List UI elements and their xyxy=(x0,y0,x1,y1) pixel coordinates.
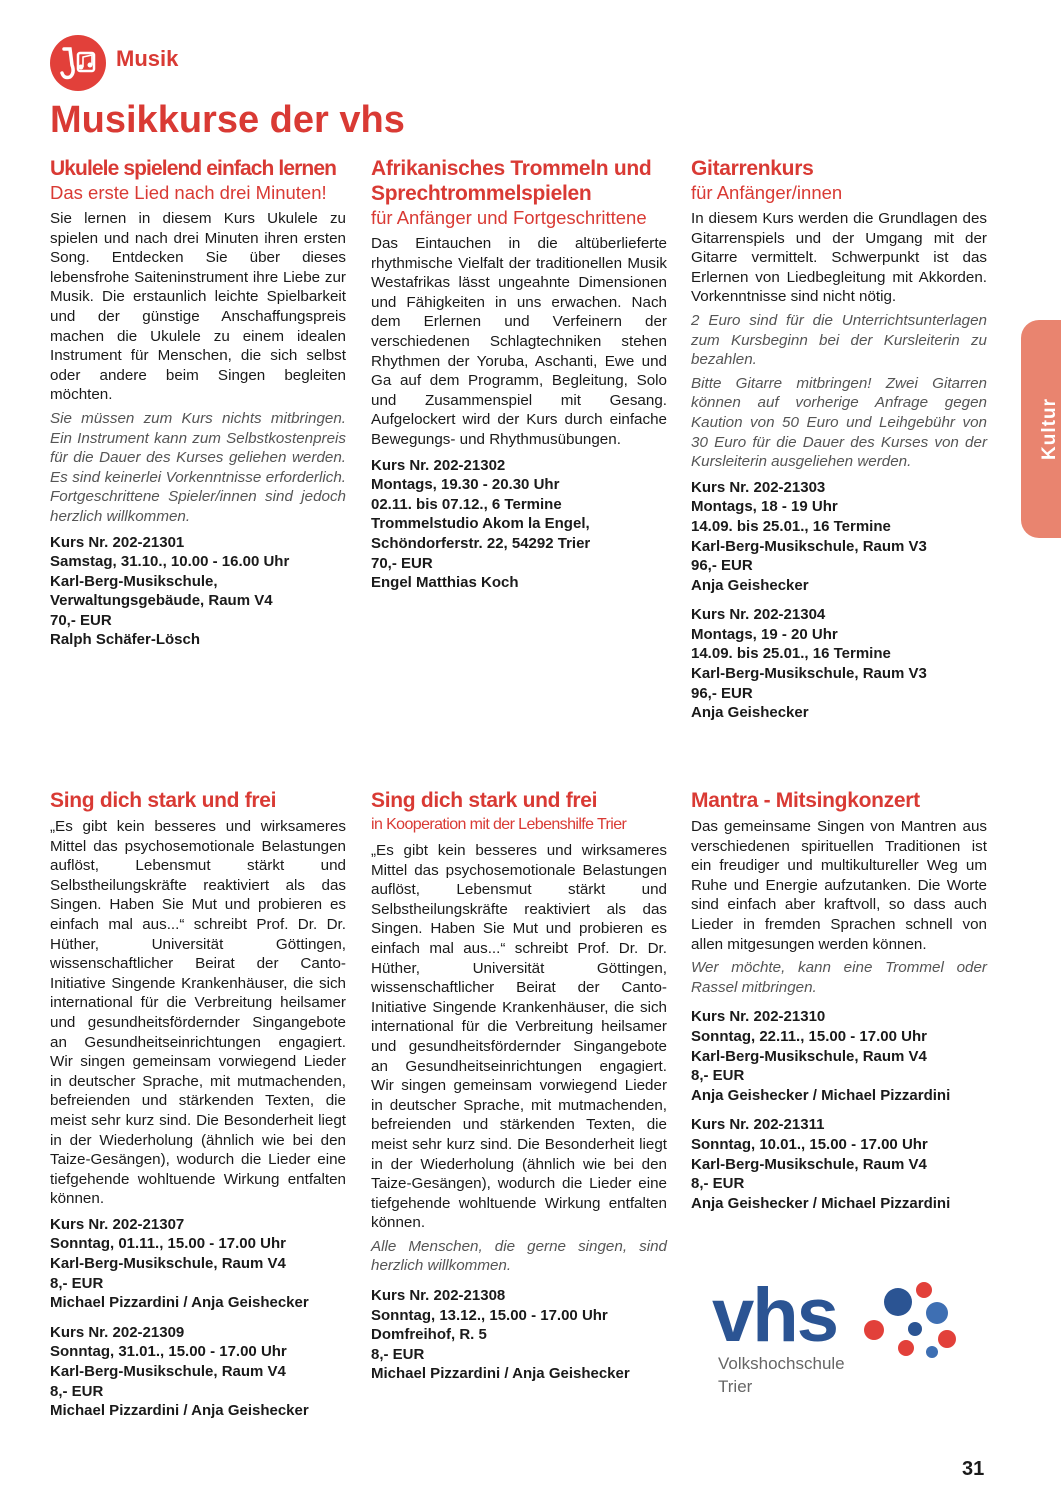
course-session xyxy=(371,1286,667,1384)
side-tab-label: Kultur xyxy=(1039,398,1060,460)
course-note: Bitte Gitarre mitbringen! Zwei Gitarren können auf vorherige Anfrage gegen Kaution von 50 Euro und Leihgebühr von 30 Euro für die Dauer des Kurses von der Kursleiterin ausgeliehen werden. xyxy=(691,374,987,471)
course-mantra xyxy=(691,788,987,1213)
course-teacher: Anja Geishecker xyxy=(691,576,809,594)
logo-dot xyxy=(864,1320,884,1340)
course-title: Mantra - Mitsingkonzert xyxy=(691,789,920,812)
course-description: „Es gibt kein besseres und wirksameres Mittel das psychosemotionale Belastungen auflöst, Lebensmut stärkt und Selbstheilungskräfte reaktiviert als das Singen. Haben Sie Mut und probieren es einfach mal aus...“ schreibt Prof. Dr. Dr. Hüther, Universität Göttingen, wissenschaftlicher Beirat der Canto- Initiative Singende Krankenhäuser, die sich international für die Verbreitung heilsamer und gesundheitsfördernder Singangebote an Gesundheitseinrichtungen engagiert. Wir singen gemeinsam vorwiegend Lieder in deutscher Sprache, mit mutmachenden, befreienden und stärkenden Texten, die meist sehr kurz sind. Die Besonderheit liegt in der Wiederholung (ähnlich wie bei den Taize-Gesängen), wodurch die Lieder eine tiefgehende wohltuende Wirkung entfalten können. xyxy=(371,842,667,1232)
logo-dot xyxy=(898,1340,914,1356)
course-number: Kurs Nr. 202-21307 xyxy=(50,1215,185,1233)
course-title: Ukulele spielend einfach lernen xyxy=(50,157,337,180)
page-number: 31 xyxy=(962,1458,985,1480)
course-price: 8,- EUR xyxy=(50,1382,104,1400)
vhs-logo-line1: Volkshochschule xyxy=(718,1354,845,1373)
course-session xyxy=(691,478,987,596)
course-dates: 02.11. bis 07.12., 6 Termine xyxy=(371,495,562,513)
course-session xyxy=(50,1323,346,1421)
logo-dot xyxy=(938,1330,956,1348)
course-session xyxy=(50,533,346,651)
course-time: Montags, 19.30 - 20.30 Uhr xyxy=(371,476,560,494)
course-price: 96,- EUR xyxy=(691,557,753,575)
course-dates: 14.09. bis 25.01., 16 Termine xyxy=(691,517,891,535)
course-title: Afrikanisches Trommeln und Sprechtrommelspielen xyxy=(371,157,652,205)
course-session xyxy=(691,605,987,723)
course-place: Karl-Berg-Musikschule, xyxy=(50,572,218,590)
course-teacher: Ralph Schäfer-Lösch xyxy=(50,631,201,649)
course-subtitle: Das erste Lied nach drei Minuten! xyxy=(50,182,327,203)
course-price: 8,- EUR xyxy=(50,1274,104,1292)
course-number: Kurs Nr. 202-21304 xyxy=(691,606,826,624)
course-teacher: Anja Geishecker / Michael Pizzardini xyxy=(691,1086,951,1104)
course-note: Alle Menschen, die gerne singen, sind herzlich willkommen. xyxy=(371,1237,667,1275)
course-note: Sie müssen zum Kurs nichts mitbringen. Ein Instrument kann zum Selbstkostenpreis für die Dauer des Kurses geliehen werden. Es sind keinerlei Vorkenntnisse erforderlich. Fortgeschrittene Spieler/innen sind jedoch herzlich willkommen. xyxy=(50,409,346,525)
course-time: Sonntag, 01.11., 15.00 - 17.00 Uhr xyxy=(50,1235,286,1253)
course-place: Karl-Berg-Musikschule, Raum V4 xyxy=(691,1155,927,1173)
course-place: Karl-Berg-Musikschule, Raum V4 xyxy=(50,1255,286,1273)
course-number: Kurs Nr. 202-21309 xyxy=(50,1323,185,1341)
music-note-icon xyxy=(50,35,106,91)
page-title: Musikkurse der vhs xyxy=(50,99,405,141)
course-place: Trommelstudio Akom la Engel, xyxy=(371,515,590,533)
course-number: Kurs Nr. 202-21311 xyxy=(691,1116,825,1134)
logo-dot xyxy=(926,1302,948,1324)
course-number: Kurs Nr. 202-21302 xyxy=(371,456,506,474)
course-ukulele xyxy=(50,156,346,650)
course-number: Kurs Nr. 202-21310 xyxy=(691,1008,826,1026)
course-time: Montags, 18 - 19 Uhr xyxy=(691,498,838,516)
course-place: Karl-Berg-Musikschule, Raum V3 xyxy=(691,665,927,683)
course-session xyxy=(371,456,667,593)
course-session xyxy=(691,1007,987,1105)
course-price: 8,- EUR xyxy=(691,1175,745,1193)
vhs-logo-word: vhs xyxy=(712,1273,837,1358)
logo-dot xyxy=(916,1282,932,1298)
course-time: Montags, 19 - 20 Uhr xyxy=(691,625,838,643)
course-time: Sonntag, 10.01., 15.00 - 17.00 Uhr xyxy=(691,1135,928,1153)
course-place: Karl-Berg-Musikschule, Raum V3 xyxy=(691,537,927,555)
course-subtitle: in Kooperation mit der Lebenshilfe Trier xyxy=(371,816,627,833)
course-teacher: Michael Pizzardini / Anja Geishecker xyxy=(371,1365,630,1383)
course-teacher: Anja Geishecker xyxy=(691,704,809,722)
course-description: Sie lernen in diesem Kurs Ukulele zu spielen und nach drei Minuten ihren ersten Song. Entdecken Sie über dieses lebensfrohe Saiteninstrument ihre Liebe zur Musik. Die erstaunlich leichte Spielbarkeit und der günstige Anschaffungspreis machen die Ukulele zu einem idealen Instrument für Menschen, die sich selbst oder andere beim Singen begleiten möchten. xyxy=(50,210,346,404)
course-place: Schöndorferstr. 22, 54292 Trier xyxy=(371,534,591,552)
logo-dot xyxy=(926,1346,938,1358)
course-teacher: Michael Pizzardini / Anja Geishecker xyxy=(50,1294,309,1312)
course-time: Sonntag, 13.12., 15.00 - 17.00 Uhr xyxy=(371,1306,608,1324)
course-place: Karl-Berg-Musikschule, Raum V4 xyxy=(50,1363,286,1381)
logo-dot xyxy=(884,1288,912,1316)
course-description: Das gemeinsame Singen von Mantren aus verschiedenen spirituellen Traditionen ist ein freudiger und multikultureller Weg um Ruhe und Energie aufzutanken. Die Worte sind einfach aber kraftvoll, so dass auch Lieder in fremden Sprachen schnell von allen mitgesungen werden können. xyxy=(691,818,987,953)
course-trommeln xyxy=(371,156,667,593)
course-price: 8,- EUR xyxy=(691,1067,745,1085)
section-label: Musik xyxy=(116,46,179,71)
course-description: In diesem Kurs werden die Grundlagen des Gitarrenspiels und der Umgang mit der Gitarre vermittelt. Schwerpunkt ist das Erlernen von Liedbegleitung mit Akkorden. Vorkenntnisse sind nicht nötig. xyxy=(691,210,987,306)
course-number: Kurs Nr. 202-21303 xyxy=(691,478,826,496)
course-note: Wer möchte, kann eine Trommel oder Rassel mitbringen. xyxy=(691,959,987,996)
course-time: Samstag, 31.10., 10.00 - 16.00 Uhr xyxy=(50,553,290,571)
course-price: 8,- EUR xyxy=(371,1345,425,1363)
course-teacher: Engel Matthias Koch xyxy=(371,574,519,592)
course-number: Kurs Nr. 202-21308 xyxy=(371,1287,506,1305)
course-title: Gitarrenkurs xyxy=(691,157,814,180)
course-note: 2 Euro sind für die Unterrichtsunterlagen zum Kursbeginn bei der Kursleiterin zu bezahlen. xyxy=(691,311,987,369)
course-subtitle: für Anfänger und Fortgeschrittene xyxy=(371,207,647,228)
course-teacher: Anja Geishecker / Michael Pizzardini xyxy=(691,1194,951,1212)
course-subtitle: für Anfänger/innen xyxy=(691,182,843,203)
course-price: 96,- EUR xyxy=(691,684,753,702)
vhs-logo xyxy=(712,1273,972,1410)
course-dates: 14.09. bis 25.01., 16 Termine xyxy=(691,645,891,663)
course-place: Verwaltungsgebäude, Raum V4 xyxy=(50,592,273,610)
course-session xyxy=(50,1215,346,1313)
course-time: Sonntag, 31.01., 15.00 - 17.00 Uhr xyxy=(50,1343,287,1361)
course-description: „Es gibt kein besseres und wirksameres Mittel das psychosemotionale Belastungen auflöst, Lebensmut stärkt und Selbstheilungskräfte reaktiviert als das Singen. Haben Sie Mut und probieren es einfach mal aus...“ schreibt Prof. Dr. Dr. Hüther, Universität Göttingen, wissenschaftlicher Beirat der Canto- Initiative Singende Krankenhäuser, die sich international für die Verbreitung heilsamer und gesundheitsfördernder Singangebote an Gesundheitseinrichtungen engagiert. Wir singen gemeinsam vorwiegend Lieder in deutscher Sprache, mit mutmachenden, befreienden und stärkenden Texten, die meist sehr kurz sind. Die Besonderheit liegt in der Wiederholung (ähnlich wie bei den Taize-Gesängen), wodurch die Lieder eine tiefgehende wohltuende Wirkung entfalten können. xyxy=(50,818,346,1208)
course-place: Domfreihof, R. 5 xyxy=(371,1326,487,1344)
vhs-logo-line2: Trier xyxy=(718,1377,753,1396)
course-number: Kurs Nr. 202-21301 xyxy=(50,533,185,551)
course-price: 70,- EUR xyxy=(50,611,112,629)
course-description: Das Eintauchen in die altüberlieferte rhythmische Vielfalt der traditionellen Musik Westafrikas lässt ungeahnte Dimensionen und Fähigkeiten in uns erwachen. Nach dem Erlernen und Verfeinern der verschiedenen Schlagtechniken stehen Rhythmen der Yoruba, Aschanti, Ewe und Ga auf dem Programm, Begleitung, Solo und Zusammenspiel mit Gesang. Aufgelockert wird der Kurs durch einfache Bewegungs- und Rhythmusübungen. xyxy=(371,235,667,448)
course-teacher: Michael Pizzardini / Anja Geishecker xyxy=(50,1402,309,1420)
course-sing-2 xyxy=(371,788,667,1384)
logo-dot xyxy=(908,1322,922,1336)
course-time: Sonntag, 22.11., 15.00 - 17.00 Uhr xyxy=(691,1027,927,1045)
course-price: 70,- EUR xyxy=(371,554,433,572)
course-title: Sing dich stark und frei xyxy=(50,789,277,812)
course-sing-1 xyxy=(50,788,346,1421)
course-title: Sing dich stark und frei xyxy=(371,789,598,812)
side-tab-kultur xyxy=(1021,320,1061,538)
course-session xyxy=(691,1115,987,1213)
course-gitarre xyxy=(691,156,987,723)
course-place: Karl-Berg-Musikschule, Raum V4 xyxy=(691,1047,927,1065)
